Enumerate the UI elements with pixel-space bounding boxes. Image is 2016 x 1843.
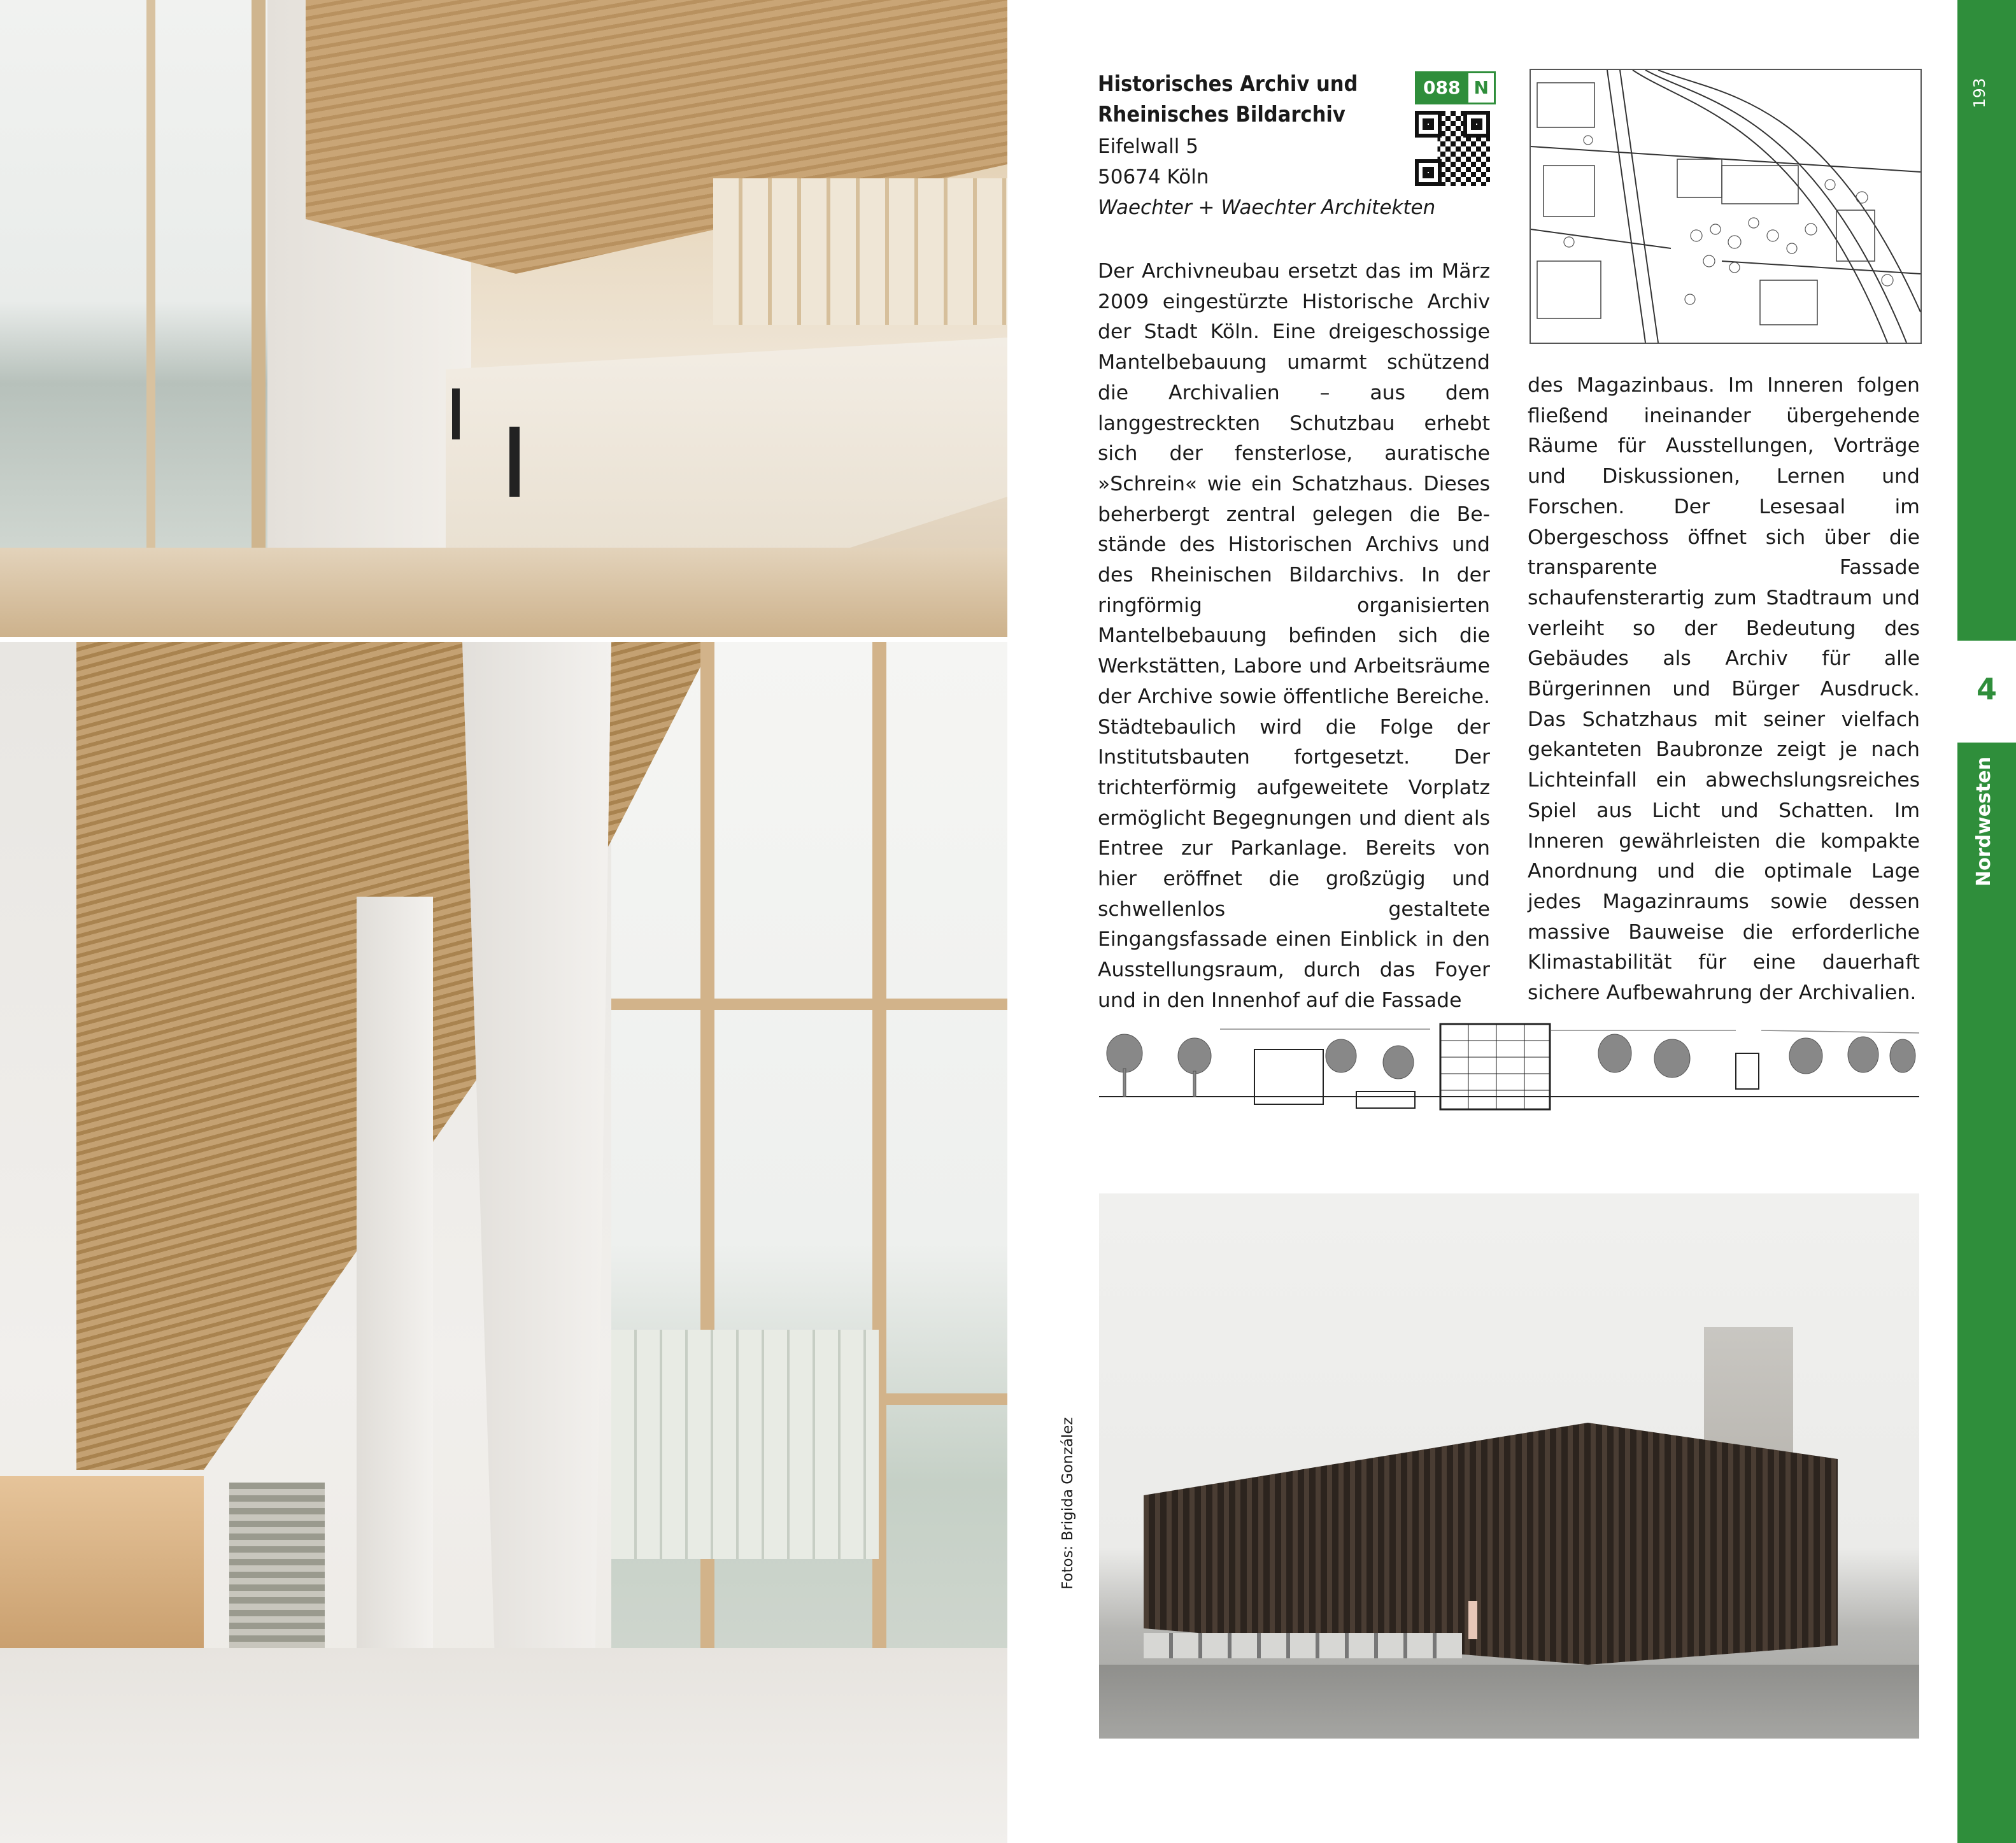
- body-text-column-1: [1098, 257, 1490, 1016]
- chapter-tab-bottom: [1957, 743, 2016, 1843]
- site-plan-map: [1530, 69, 1922, 344]
- entry-number: 088: [1417, 73, 1466, 103]
- photo-credit: Fotos: Brigida González: [1060, 1417, 1076, 1590]
- building-title: [1098, 69, 1416, 130]
- photo-interior-foyer: [0, 642, 1007, 1843]
- page-number: 193: [1970, 78, 1989, 108]
- building-section-drawing: [1099, 1018, 1919, 1113]
- title-line-2: Rheinisches Bildarchiv: [1098, 102, 1345, 127]
- region-label: Nordwesten: [1973, 757, 1995, 886]
- body-paragraph: Der Archivneubau ersetzt das im März 2009 eingestürzte Historische Archiv der Stadt Köln. Eine dreigeschossige Mantelbebauung umarmt schützend die Archivalien – aus dem langgestreckten Schutzbau erhebt sich der fensterlose, auratische »Schrein« wie ein Schatzhaus. Dieses beherbergt zentral gelegen die Bestände des Historischen Archivs und des Rheinischen Bildarchivs. In der ringförmig organisierten Mantelbebauung befinden sich die Werkstätten, Labore und Arbeitsräume der Archive sowie öffentliche Bereiche. Städtebaulich wird die Folge der Institutsbauten fortgesetzt. Der trichterförmig aufgeweitete Vorplatz ermöglicht Begegnungen und dient als Entree zur Parkanlage. Bereits von hier eröffnet die großzügig und schwellenlos gestaltete Eingangsfassade einen Einblick in den Ausstellungsraum, durch das Foyer und in den Innenhof auf die Fassade: [1098, 260, 1490, 1012]
- entry-direction-letter: N: [1466, 73, 1493, 103]
- architects: Waechter + Waechter Architekten: [1098, 196, 1436, 219]
- body-text-column-2: [1528, 371, 1920, 1009]
- street: Eifelwall 5: [1098, 135, 1198, 158]
- photo-exterior: [1099, 1193, 1919, 1739]
- entry-number-badge: [1415, 71, 1496, 104]
- chapter-number: 4: [1976, 672, 1997, 706]
- photo-interior-gallery: [0, 0, 1007, 637]
- qr-code[interactable]: [1415, 111, 1490, 186]
- city: 50674 Köln: [1098, 166, 1209, 189]
- body-paragraph: des Magazinbaus. Im Inneren folgen fließend ineinander übergehende Räume für Ausstellungen, Vorträge und Diskussionen, Lernen und Forschen. Der Lesesaal im Obergeschoss öffnet sich über die transparente Fassade schaufensterartig zum Stadtraum und verleiht so der Bedeutung des Gebäudes als Archiv für alle Bürgerinnen und Bürger Ausdruck. Das Schatzhaus mit seiner vielfach gekanteten Baubronze zeigt je nach Lichteinfall ein abwechslungsreiches Spiel aus Licht und Schatten. Im Inneren gewährleisten die kompakte Anordnung und die optimale Lage jedes Magazinraums sowie dessen massive Bauweise die erforderliche Klimastabilität für eine dauerhaft sichere Aufbewahrung der Archivalien.: [1528, 374, 1920, 1005]
- address-block: [1098, 131, 1454, 223]
- title-line-1: Historisches Archiv und: [1098, 71, 1358, 97]
